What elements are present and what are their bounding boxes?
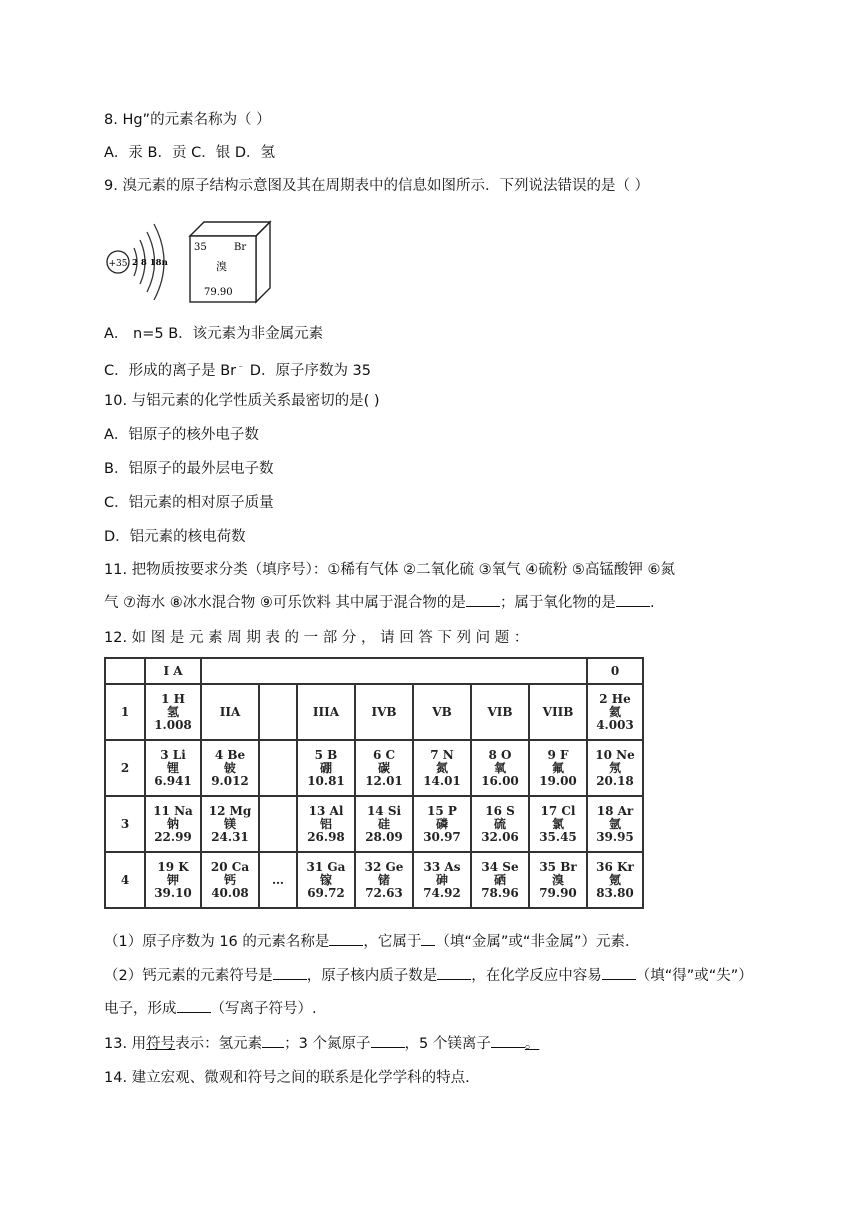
ellipsis-cell: … xyxy=(259,852,297,908)
element-cell-na: 11 Na 钠 22.99 xyxy=(145,796,201,852)
period-1-label: 1 xyxy=(105,684,145,740)
q10-option-d: D．铝元素的核电荷数 xyxy=(104,529,246,545)
q12-sub2-text-b: ，原子核内质子数是 xyxy=(306,968,438,984)
q13-text-b: ；3 个氮原子 xyxy=(284,1036,371,1052)
group-iiia-label: IIIA xyxy=(297,684,355,740)
q11-text-c: . xyxy=(649,595,655,611)
q9-stem: 9. 溴元素的原子结构示意图及其在周期表中的信息如图所示．下列说法错误的是（ ） xyxy=(104,178,650,194)
group-viib-label: VIIB xyxy=(529,684,587,740)
q12-sub2-text-a: （2）钙元素的元素符号是 xyxy=(104,968,273,984)
element-cell-as: 33 As 砷 74.92 xyxy=(413,852,471,908)
period-3-label: 3 xyxy=(105,796,145,852)
q10-option-b: B．铝原子的最外层电子数 xyxy=(104,461,274,477)
element-cell-ar: 18 Ar 氩 39.95 xyxy=(587,796,643,852)
q12-sub1 xyxy=(104,932,639,952)
q13-prefix: 13. 用 xyxy=(104,1036,147,1052)
nucleus-label: +35 xyxy=(108,259,128,269)
q13-fuhao: 符号 xyxy=(146,1036,176,1052)
q12-sub3-text-a: 电子，形成 xyxy=(104,1001,177,1017)
gap-cell xyxy=(259,740,297,796)
q12-sub3 xyxy=(104,999,317,1019)
q12-element-name-blank[interactable] xyxy=(329,945,363,946)
q8-stem: 8. Hg”的元素名称为（ ） xyxy=(104,112,271,128)
group-vib-label: VIB xyxy=(471,684,529,740)
card-number: 35 xyxy=(194,242,207,253)
group-zero-header: 0 xyxy=(587,658,643,684)
header-spacer xyxy=(201,658,587,684)
card-symbol: Br xyxy=(234,242,247,253)
q11-line2 xyxy=(104,593,655,613)
element-cell-b: 5 B 硼 10.81 xyxy=(297,740,355,796)
group-ia-header: I A xyxy=(145,658,201,684)
q8-options: A．汞 B．贡 C．银 D．氢 xyxy=(104,145,275,161)
q11-line1: 11. 把物质按要求分类（填序号）：①稀有气体 ②二氧化硫 ③氧气 ④硫粉 ⑤高锰酸钾 ⑥氮 xyxy=(104,562,675,578)
q10-stem: 10. 与铝元素的化学性质关系最密切的是( ) xyxy=(104,393,380,409)
element-cell-se: 34 Se 硒 78.96 xyxy=(471,852,529,908)
element-cell-be: 4 Be 铍 9.012 xyxy=(201,740,259,796)
gap-cell xyxy=(259,684,297,740)
group-vb-label: VB xyxy=(413,684,471,740)
q12-ion-blank[interactable] xyxy=(177,1012,211,1013)
q13-nitrogen-blank[interactable] xyxy=(371,1047,405,1048)
element-cell-he: 2 He 氦 4.003 xyxy=(587,684,643,740)
element-cell-ca: 20 Ca 钙 40.08 xyxy=(201,852,259,908)
q12-stem: 12. 如 图 是 元 素 周 期 表 的 一 部 分 ， 请 回 答 下 列 问 题 ： xyxy=(104,630,529,646)
q12-sub1-text-b: ，它属于 xyxy=(363,934,422,950)
q12-symbol-blank[interactable] xyxy=(273,979,307,980)
q12-sub3-text-b: （写离子符号）. xyxy=(210,1001,317,1017)
q13-end: 。 xyxy=(524,1036,540,1052)
q9-options-ab: A． n=5 B．该元素为非金属元素 xyxy=(104,326,324,342)
q11-mixture-blank[interactable] xyxy=(466,606,500,607)
q13-text-a: 表示：氢元素 xyxy=(175,1036,263,1052)
element-cell-h: 1 H 氢 1.008 xyxy=(145,684,201,740)
bromine-atom-structure-diagram xyxy=(104,218,184,308)
card-mass: 79.90 xyxy=(204,287,233,298)
q14-stem: 14. 建立宏观、微观和符号之间的联系是化学学科的特点. xyxy=(104,1070,470,1086)
q9-option-c-prefix: C．形成的离子是 Br xyxy=(104,362,237,379)
q12-gain-lose-blank[interactable] xyxy=(602,979,636,980)
q12-sub2-text-c: ，在化学反应中容易 xyxy=(471,968,602,984)
q9-option-d: D．原子序数为 35 xyxy=(245,362,372,379)
q10-option-c: C．铝元素的相对原子质量 xyxy=(104,495,274,511)
element-cell-cl: 17 Cl 氯 35.45 xyxy=(529,796,587,852)
element-cell-ne: 10 Ne 氖 20.18 xyxy=(587,740,643,796)
periodic-table-excerpt xyxy=(104,657,644,909)
element-cell-o: 8 O 氧 16.00 xyxy=(471,740,529,796)
element-cell-n: 7 N 氮 14.01 xyxy=(413,740,471,796)
element-cell-al: 13 Al 铝 26.98 xyxy=(297,796,355,852)
element-cell-br: 35 Br 溴 79.90 xyxy=(529,852,587,908)
q13-hydrogen-blank[interactable] xyxy=(262,1047,284,1048)
q12-sub2-text-d: （填“得”或“失”） xyxy=(635,968,753,984)
element-cell-ga: 31 Ga 镓 69.72 xyxy=(297,852,355,908)
q13-line xyxy=(104,1034,539,1054)
element-cell-k: 19 K 钾 39.10 xyxy=(145,852,201,908)
element-cell-s: 16 S 硫 32.06 xyxy=(471,796,529,852)
q9-option-c-charge: ﹣ xyxy=(236,362,246,372)
table-corner-cell xyxy=(105,658,145,684)
element-cell-f: 9 F 氟 19.00 xyxy=(529,740,587,796)
element-cell-ge: 32 Ge 锗 72.63 xyxy=(355,852,413,908)
element-cell-si: 14 Si 硅 28.09 xyxy=(355,796,413,852)
element-cell-kr: 36 Kr 氪 83.80 xyxy=(587,852,643,908)
q12-proton-blank[interactable] xyxy=(437,979,471,980)
group-iia-label: IIA xyxy=(201,684,259,740)
q11-oxide-blank[interactable] xyxy=(616,606,650,607)
q10-option-a: A．铝原子的核外电子数 xyxy=(104,427,259,443)
gap-cell xyxy=(259,796,297,852)
element-cell-mg: 12 Mg 镁 24.31 xyxy=(201,796,259,852)
period-4-label: 4 xyxy=(105,852,145,908)
period-2-label: 2 xyxy=(105,740,145,796)
group-ivb-label: IVB xyxy=(355,684,413,740)
q12-sub1-text-c: （填“金属”或“非金属”）元素． xyxy=(435,934,640,950)
element-cell-p: 15 P 磷 30.97 xyxy=(413,796,471,852)
q13-magnesium-blank[interactable] xyxy=(491,1047,525,1048)
bromine-element-card xyxy=(186,218,272,304)
q9-options-cd xyxy=(104,357,371,381)
q12-metal-type-blank[interactable] xyxy=(421,945,435,946)
q12-sub1-text-a: （1）原子序数为 16 的元素名称是 xyxy=(104,934,330,950)
q11-text-a: 气 ⑦海水 ⑧冰水混合物 ⑨可乐饮料 其中属于混合物的是 xyxy=(104,595,466,611)
element-cell-li: 3 Li 锂 6.941 xyxy=(145,740,201,796)
q12-sub2 xyxy=(104,966,753,986)
shell-electrons-label: 2 8 18n xyxy=(132,258,168,268)
q13-text-c: ，5 个镁离子 xyxy=(404,1036,491,1052)
q11-text-b: ；属于氧化物的是 xyxy=(499,595,616,611)
element-cell-c: 6 C 碳 12.01 xyxy=(355,740,413,796)
card-name: 溴 xyxy=(216,260,227,273)
